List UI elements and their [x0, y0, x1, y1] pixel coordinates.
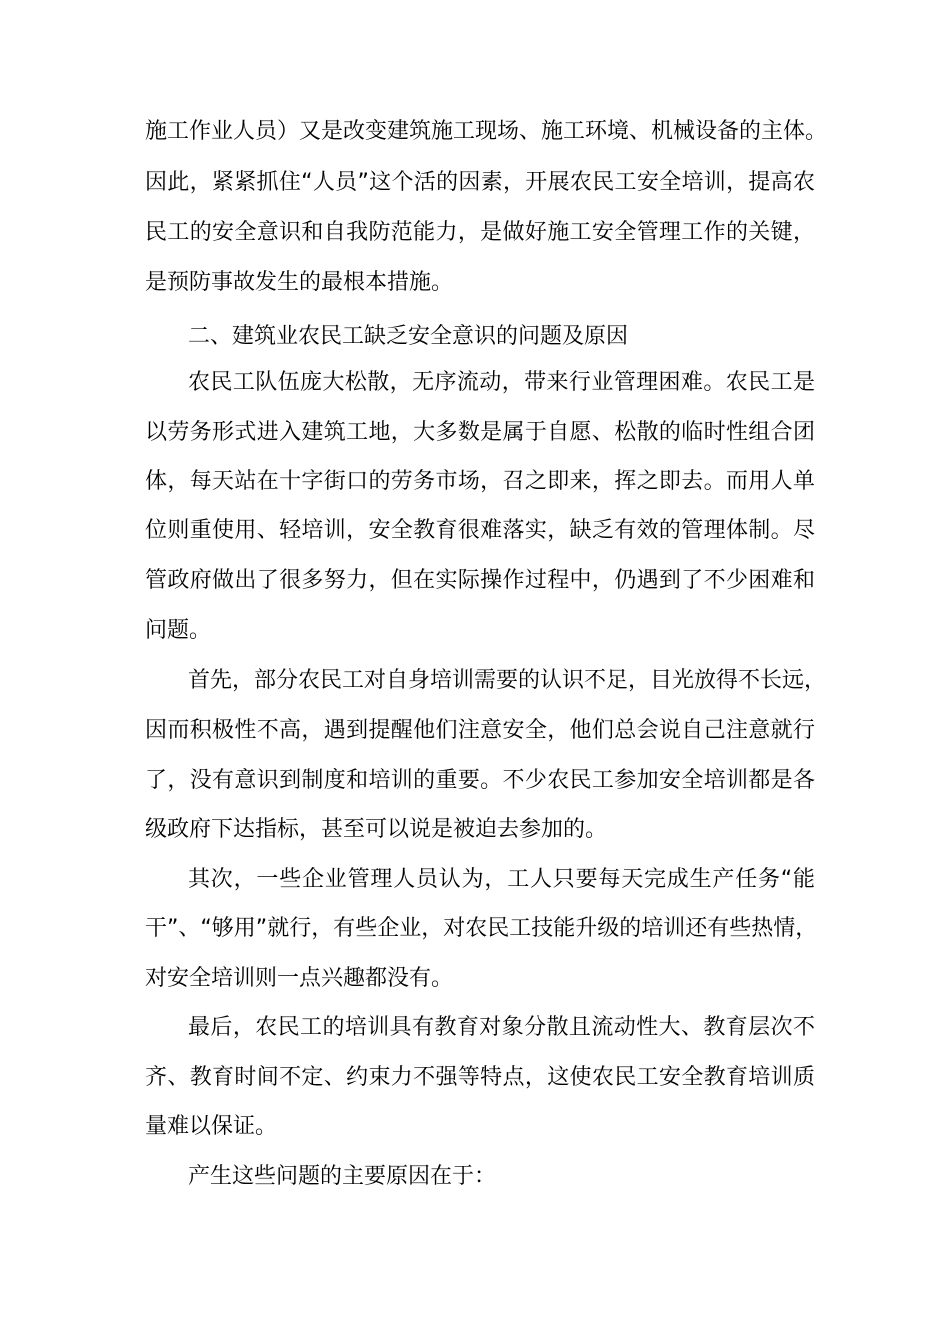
paragraph-line: 因而积极性不高，遇到提醒他们注意安全，他们总会说自己注意就行	[145, 718, 815, 743]
paragraph-line: 了，没有意识到制度和培训的重要。不少农民工参加安全培训都是各	[145, 768, 815, 793]
paragraph-line: 首先，部分农民工对自身培训需要的认识不足，目光放得不长远，	[188, 668, 827, 693]
paragraph-line: 其次，一些企业管理人员认为，工人只要每天完成生产任务“能	[188, 867, 815, 892]
paragraph-line: 管政府做出了很多努力，但在实际操作过程中，仍遇到了不少困难和	[145, 568, 815, 593]
paragraph-line: 齐、教育时间不定、约束力不强等特点，这使农民工安全教育培训质	[145, 1065, 815, 1090]
paragraph-line: 量难以保证。	[145, 1114, 278, 1139]
paragraph-line: 对安全培训则一点兴趣都没有。	[145, 966, 454, 991]
paragraph-line: 产生这些问题的主要原因在于：	[188, 1164, 497, 1189]
section-heading: 二、建筑业农民工缺乏安全意识的问题及原因	[188, 324, 629, 349]
paragraph-line: 干”、“够用”就行，有些企业，对农民工技能升级的培训还有些热情，	[145, 916, 818, 941]
paragraph-line: 农民工队伍庞大松散，无序流动，带来行业管理困难。农民工是	[188, 370, 815, 395]
paragraph-line: 以劳务形式进入建筑工地，大多数是属于自愿、松散的临时性组合团	[145, 420, 815, 445]
paragraph-line: 施工作业人员）又是改变建筑施工现场、施工环境、机械设备的主体。	[145, 119, 828, 144]
paragraph-line: 最后，农民工的培训具有教育对象分散且流动性大、教育层次不	[188, 1015, 815, 1040]
paragraph-line: 民工的安全意识和自我防范能力，是做好施工安全管理工作的关键，	[145, 220, 815, 245]
paragraph-line: 位则重使用、轻培训，安全教育很难落实，缺乏有效的管理体制。尽	[145, 518, 815, 543]
paragraph-line: 因此，紧紧抓住“人员”这个活的因素，开展农民工安全培训，提高农	[145, 170, 815, 195]
paragraph-line: 体，每天站在十字街口的劳务市场，召之即来，挥之即去。而用人单	[145, 469, 815, 494]
paragraph-line: 是预防事故发生的最根本措施。	[145, 270, 454, 295]
paragraph-line: 级政府下达指标，甚至可以说是被迫去参加的。	[145, 817, 608, 842]
paragraph-line: 问题。	[145, 618, 212, 643]
